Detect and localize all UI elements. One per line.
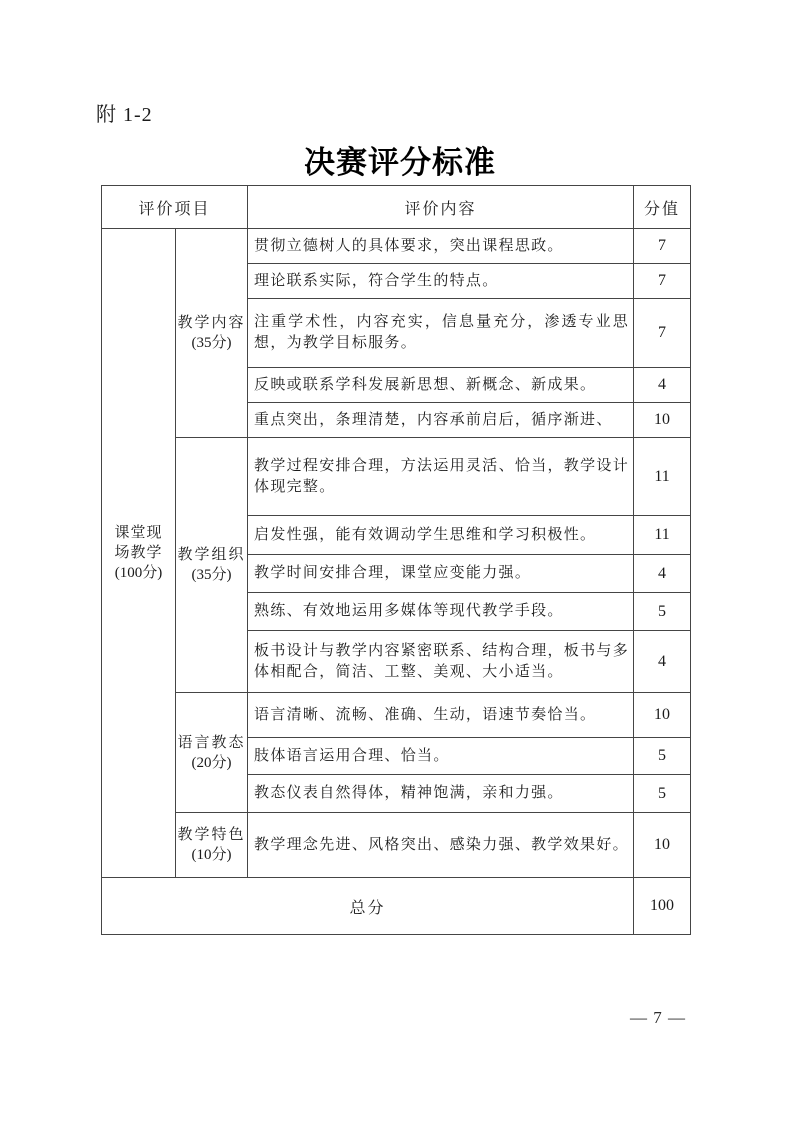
group-cell-teaching-organization (176, 438, 248, 693)
group-label: 语言教态 (177, 734, 246, 751)
criterion-score: 11 (634, 438, 691, 516)
category-label: 课堂现场教学 (114, 525, 163, 561)
criterion-score: 10 (634, 813, 691, 878)
group-label: 教学特色 (177, 827, 246, 843)
header-project: 评价项目 (102, 186, 248, 229)
criterion-score: 7 (634, 229, 691, 264)
scoring-table (101, 185, 691, 935)
group-cell-teaching-content (176, 229, 248, 438)
criterion-score: 11 (634, 516, 691, 555)
criterion-score: 7 (634, 264, 691, 299)
criterion-content: 板书设计与教学内容紧密联系、结构合理，板书与多体相配合，简洁、工整、美观、大小适当。 (248, 631, 634, 693)
group-score-label: (35分) (191, 335, 232, 351)
criterion-score: 7 (634, 299, 691, 368)
group-score-label: (35分) (191, 567, 232, 583)
criterion-score: 5 (634, 738, 691, 775)
criterion-content: 反映或联系学科发展新思想、新概念、新成果。 (248, 368, 634, 403)
criterion-content: 理论联系实际，符合学生的特点。 (248, 264, 634, 299)
table-row (102, 438, 691, 516)
criterion-score: 5 (634, 593, 691, 631)
criterion-content: 注重学术性，内容充实，信息量充分，渗透专业思想，为教学目标服务。 (248, 299, 634, 368)
criterion-content: 教学时间安排合理，课堂应变能力强。 (248, 555, 634, 593)
criterion-content: 重点突出，条理清楚，内容承前启后，循序渐进、 (248, 403, 634, 438)
criterion-content: 教态仪表自然得体，精神饱满，亲和力强。 (248, 775, 634, 813)
criterion-score: 5 (634, 775, 691, 813)
criterion-content: 教学理念先进、风格突出、感染力强、教学效果好。 (248, 813, 634, 878)
group-score-label: (20分) (191, 754, 232, 771)
criterion-content: 贯彻立德树人的具体要求，突出课程思政。 (248, 229, 634, 264)
group-label: 教学组织 (177, 547, 246, 563)
criterion-score: 4 (634, 555, 691, 593)
criterion-content: 肢体语言运用合理、恰当。 (248, 738, 634, 775)
criterion-content: 熟练、有效地运用多媒体等现代教学手段。 (248, 593, 634, 631)
criterion-score: 4 (634, 368, 691, 403)
criterion-content: 语言清晰、流畅、准确、生动，语速节奏恰当。 (248, 693, 634, 738)
header-score: 分值 (634, 186, 691, 229)
total-row (102, 878, 691, 935)
page-number: — 7 — (630, 1008, 686, 1027)
criterion-score: 4 (634, 631, 691, 693)
criterion-content: 教学过程安排合理，方法运用灵活、恰当，教学设计体现完整。 (248, 438, 634, 516)
category-cell-classroom-teaching (102, 229, 176, 878)
category-score-label: (100分) (114, 565, 163, 581)
table-header-row (102, 186, 691, 229)
page-title: 决赛评分标准 (304, 145, 496, 180)
header-content: 评价内容 (248, 186, 634, 229)
table-row (102, 693, 691, 738)
group-cell-teaching-characteristics (176, 813, 248, 878)
table-row (102, 813, 691, 878)
group-cell-language-demeanor (176, 693, 248, 813)
criterion-score: 10 (634, 693, 691, 738)
criterion-content: 启发性强，能有效调动学生思维和学习积极性。 (248, 516, 634, 555)
group-score-label: (10分) (191, 847, 232, 863)
attachment-label: 附 1-2 (96, 104, 153, 126)
group-label: 教学内容 (177, 315, 246, 331)
total-label: 总分 (102, 878, 634, 935)
table-row (102, 229, 691, 264)
criterion-score: 10 (634, 403, 691, 438)
total-score: 100 (634, 878, 691, 935)
